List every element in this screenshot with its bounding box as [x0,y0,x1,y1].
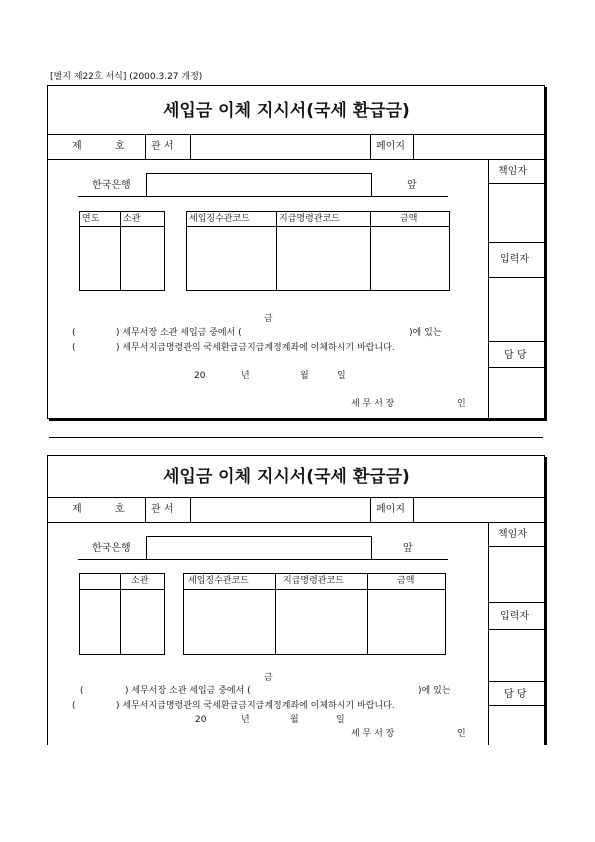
form-1-date-year: 년 [241,371,250,381]
form-1-approver-sign-box[interactable] [489,184,544,241]
form-1-line1-text: ) 세무서장 소관 세입금 중에서 ( [116,328,242,338]
form-2-ap: 앞 [403,543,413,554]
form-2-line1-end: )에 있는 [418,686,451,696]
form-2-date-day: 일 [336,715,345,725]
form-2-ho: 호 [115,504,125,515]
form-1-approval-divider [488,242,545,243]
form-2-gwanseo-field[interactable] [191,498,369,521]
form-1-payment-code-cell[interactable] [277,227,370,290]
form-2-year-cell[interactable] [80,590,120,654]
form-2-line2-text: ) 세무서지급명령관의 국세환급금지급계정계좌에 이체하시기 바랍니다. [116,701,395,711]
form-2-seal: 인 [457,729,466,739]
form-1-handler-label: 담 당 [504,350,527,361]
form-1-line1-end: )에 있는 [409,328,442,338]
form-1-year-cell[interactable] [80,227,120,290]
form-1-line2-open: ( [72,343,76,353]
form-1-date-day: 일 [337,371,346,381]
form-2-bank-field[interactable] [146,536,372,560]
form-1-divider [370,134,371,159]
form-1-line1-open: ( [72,328,76,338]
form-2-amount-cell[interactable] [368,590,445,654]
form-1-line2-text: ) 세무서지급명령관의 국세환급금지급계정계좌에 이체하시기 바랍니다. [116,343,395,353]
form-2-col-collector-code: 세입징수관코드 [188,576,249,586]
form-1-date-century: 20 [194,371,206,381]
form-2-date-century: 20 [195,715,207,725]
form-1-gwanseo-label: 관 서 [151,141,174,152]
form-2-gwanseo-label: 관 서 [151,504,174,515]
form-2-payment-code-cell[interactable] [276,590,367,654]
form-2-handler-label: 담 당 [504,689,527,700]
cut-line [49,437,543,438]
form-1-signer: 세 무 서 장 [351,399,395,409]
form-1-col-sogwan: 소관 [123,214,141,224]
form-1-col-amount: 금액 [400,214,418,224]
form-1-je: 제 [72,141,82,152]
form-2-approval-divider [488,681,545,682]
form-2-inputter-label: 입력자 [500,611,529,622]
form-2-handler-sign-box[interactable] [489,706,544,745]
form-1-bank-underline [78,196,448,197]
form-2-row-divider [47,522,545,523]
form-2-bank-underline [78,559,448,560]
form-1-page-field[interactable] [414,135,544,158]
form-1-approval-divider [488,341,545,342]
form-1-collector-code-cell[interactable] [187,227,276,290]
form-2-approver-sign-box[interactable] [489,547,544,601]
form-2-collector-code-cell[interactable] [184,590,275,654]
form-2-signer: 세 무 서 장 [351,729,395,739]
form-1-bank-field[interactable] [146,173,372,197]
form-1-approver-label: 책임자 [498,166,527,177]
form-2-col-sogwan: 소관 [131,576,149,586]
form-2-inputter-sign-box[interactable] [489,630,544,680]
form-2-sogwan-cell[interactable] [121,590,164,654]
form-2-gum: 금 [264,673,273,683]
form-2-bank-label: 한국은행 [92,543,131,554]
form-1-shadow-bottom [49,418,547,421]
form-2-shadow-right [544,457,547,745]
form-1-inputter-label: 입력자 [500,254,529,265]
form-1-bank-label: 한국은행 [92,180,131,191]
form-1-amount-cell[interactable] [371,227,449,290]
form-2-col-payment-code: 지급명령관코드 [283,576,344,586]
form-1-shadow-right [544,87,547,421]
form-1-gum: 금 [264,314,273,324]
form-1-ho: 호 [115,141,125,152]
form-2-je: 제 [72,504,82,515]
form-1-row-divider [47,159,545,160]
form-1-inputter-sign-box[interactable] [489,278,544,340]
form-2-approval-divider [488,602,545,603]
form-2-date-year: 년 [241,715,250,725]
form-2-page-label: 페이지 [376,504,405,515]
form-2-line1-text: ) 세무서장 소관 세입금 중에서 ( [125,686,251,696]
form-2-divider [145,497,146,522]
form-1-date-month: 월 [300,371,309,381]
form-2-divider [370,497,371,522]
form-2-title: 세입금 이체 지시서(국세 환급금) [163,467,410,487]
form-1-gwanseo-field[interactable] [191,135,369,158]
form-2-line1-open: ( [80,686,84,696]
form-1-ap: 앞 [407,180,417,191]
form-2-approver-label: 책임자 [498,529,527,540]
form-2-date-month: 월 [290,715,299,725]
form-1-sogwan-cell[interactable] [121,227,164,290]
form-1-divider [145,134,146,159]
form-2-page-field[interactable] [414,498,544,521]
form-1-seal: 인 [457,399,466,409]
form-2-line2-open: ( [72,701,76,711]
form-2-col-amount: 금액 [397,576,415,586]
form-1-col-year: 연도 [82,214,100,224]
form-1-page-label: 페이지 [376,141,405,152]
form-1-handler-sign-box[interactable] [489,368,544,418]
form-1-title: 세입금 이체 지시서(국세 환급금) [163,101,410,121]
form-1-col-collector-code: 세입징수관코드 [189,214,250,224]
form-number-note: [별지 제22호 서식] (2000.3.27 개정) [50,72,203,82]
form-1-col-payment-code: 지급명령관코드 [279,214,340,224]
